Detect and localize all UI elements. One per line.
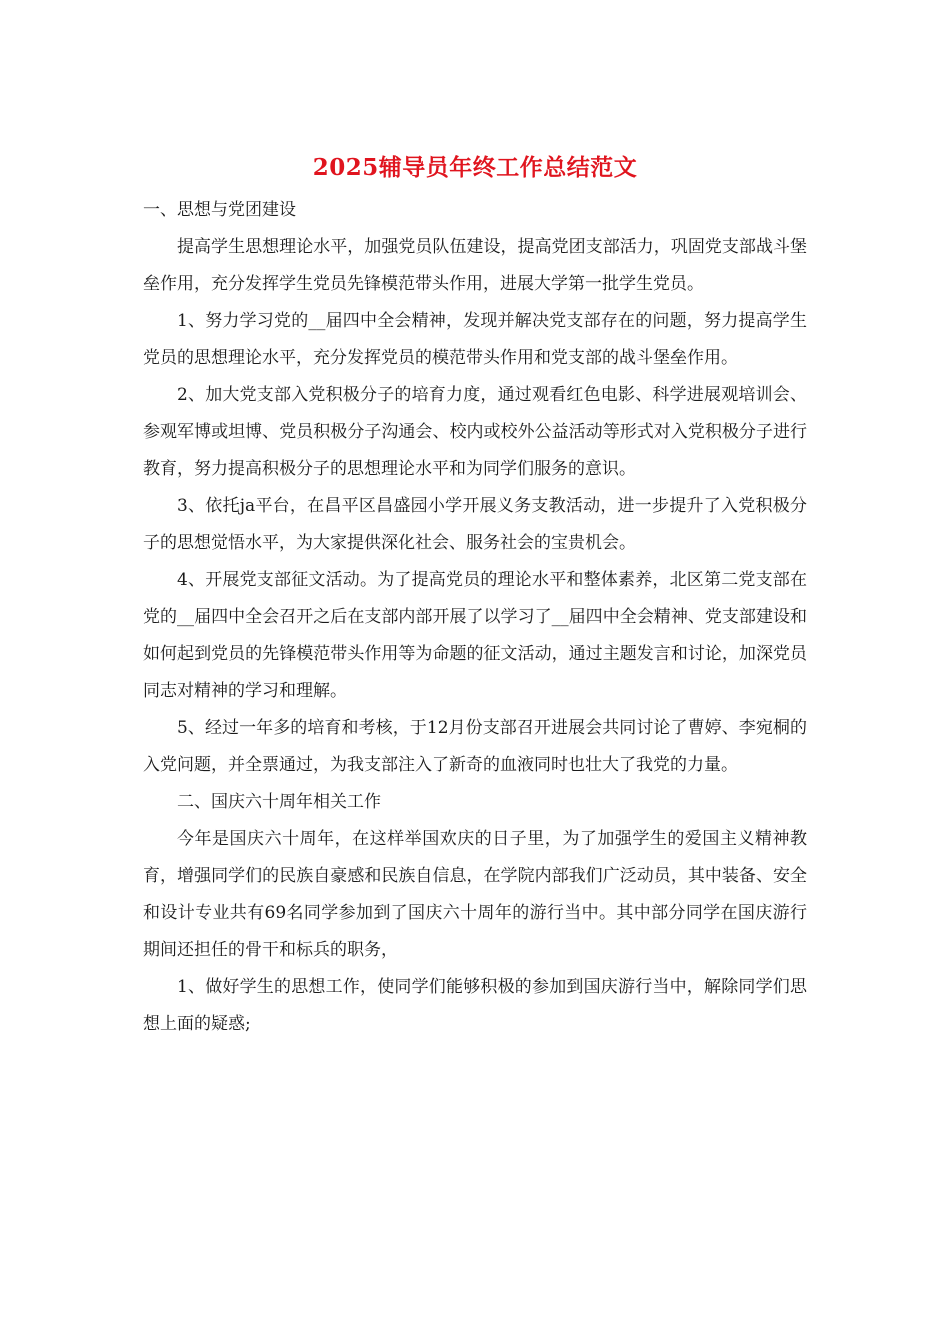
- document-body: [143, 192, 807, 1043]
- paragraph: 5、经过一年多的培育和考核，于12月份支部召开进展会共同讨论了曹婷、李宛桐的入党问题，并全票通过，为我支部注入了新奇的血液同时也壮大了我党的力量。: [143, 718, 807, 775]
- paragraph: 2、加大党支部入党积极分子的培育力度，通过观看红色电影、科学进展观培训会、参观军博或坦博、党员积极分子沟通会、校内或校外公益活动等形式对入党积极分子进行教育，努力提高积极分子的思想理论水平和为同学们服务的意识。: [143, 385, 807, 479]
- document-page: [143, 148, 807, 1043]
- section-heading: 二、国庆六十周年相关工作: [177, 792, 381, 812]
- paragraph: 4、开展党支部征文活动。为了提高党员的理论水平和整体素养，北区第二党支部在党的__届四中全会召开之后在支部内部开展了以学习了__届四中全会精神、党支部建设和如何起到党员的先锋模范带头作用等为命题的征文活动，通过主题发言和讨论，加深党员同志对精神的学习和理解。: [143, 570, 807, 701]
- paragraph: 3、依托ja平台，在昌平区昌盛园小学开展义务支教活动，进一步提升了入党积极分子的思想觉悟水平，为大家提供深化社会、服务社会的宝贵机会。: [143, 496, 807, 553]
- document-title: 2025辅导员年终工作总结范文: [312, 154, 638, 181]
- paragraph: 1、努力学习党的__届四中全会精神，发现并解决党支部存在的问题，努力提高学生党员的思想理论水平，充分发挥党员的模范带头作用和党支部的战斗堡垒作用。: [143, 311, 807, 368]
- section-heading: 一、思想与党团建设: [143, 200, 296, 220]
- paragraph: 今年是国庆六十周年，在这样举国欢庆的日子里，为了加强学生的爱国主义精神教育，增强同学们的民族自豪感和民族自信息，在学院内部我们广泛动员，其中装备、安全和设计专业共有69名同学参加到了国庆六十周年的游行当中。其中部分同学在国庆游行期间还担任的骨干和标兵的职务，: [143, 829, 807, 960]
- paragraph: 提高学生思想理论水平，加强党员队伍建设，提高党团支部活力，巩固党支部战斗堡垒作用，充分发挥学生党员先锋模范带头作用，进展大学第一批学生党员。: [143, 237, 807, 294]
- paragraph: 1、做好学生的思想工作，使同学们能够积极的参加到国庆游行当中，解除同学们思想上面的疑惑;: [143, 977, 807, 1034]
